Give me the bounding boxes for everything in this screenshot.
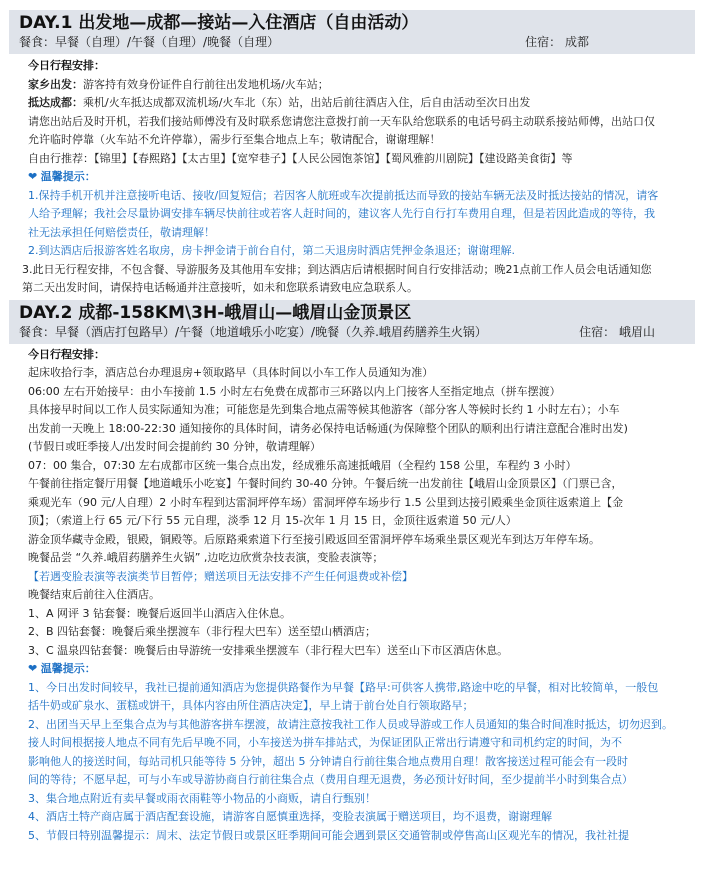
day2-hotel-line: 1、A 网评 3 钻套餐：晚餐后返回半山酒店入住休息。	[28, 606, 292, 620]
day2-notice: 【若遇变脸表演等表演类节目暂停；赠送项目无法安排不产生任何退费或补偿】	[28, 569, 413, 583]
day1-stay: 住宿： 成都	[525, 35, 589, 49]
day2-header	[9, 300, 695, 344]
day2-line: 游金顶华藏寺金殿，银殿，铜殿等。后原路乘索道下行至接引殿返回至雷洞坪停车场乘坐景区观光车到达万年停车场。	[28, 532, 600, 546]
day2-line: 顶】；（索道上行 65 元/下行 55 元自理，淡季 12 月 15-次年 1 月 15 日，金顶往返索道 50 元/人）	[28, 514, 517, 527]
day2-line: 具体接早时间以工作人员实际通知为准；可能您是先到集合地点需等候其他游客（部分客人等候时长约 1 小时左右）；小车	[28, 403, 620, 416]
day2-line: 07：00 集合，07:30 左右成都市区统一集合点出发，经成雅乐高速抵峨眉（全程约 158 公里，车程约 3 小时）	[28, 458, 577, 472]
day2-tip-line: 括牛奶或矿泉水、蛋糕或饼干，具体内容由所住酒店决定】，早上请于前台处自行领取路早；	[28, 699, 474, 712]
day2-tip-line: 接人时间根据接人地点不同有先后早晚不同，小车接送为拼车排站式，为保证团队正常出行请遵守和司机约定的时间，为不	[28, 736, 622, 749]
heart-icon: ❤	[28, 170, 38, 183]
day1-header	[9, 10, 695, 54]
day1-line: 请您出站后及时开机，若我们接站师傅没有及时联系您请您注意拨打前一天车队给您联系的电话号码主动联系接站师傅，出站口仅	[28, 114, 655, 128]
day1-tips-heading: ❤ 温馨提示：	[28, 170, 96, 183]
day2-tip-line: 2、出团当天早上至集合点为与其他游客拼车摆渡，故请注意按我社工作人员或导游或工作人员通知的集合时间准时抵达，切勿迟到。	[28, 717, 673, 731]
day2-tip-line: 1、今日出发时间较早，我社已提前通知酒店为您提供路餐作为早餐【路早:可供客人携带,路途中吃的早餐，相对比较简单，一般包	[28, 680, 659, 694]
day1-section-title: 今日行程安排：	[28, 59, 105, 72]
day2-body	[0, 344, 702, 846]
day1-tip-line: 社无法承担任何赔偿责任，敬请理解！	[28, 225, 215, 239]
day1-line: 允许临时停靠（火车站不允许停靠），需步行至集合地点上车；敬请配合，谢谢理解！	[28, 133, 441, 146]
day2-line: 午餐前往指定餐厅用餐【地道峨乐小吃宴】午餐时间约 30-40 分钟。午餐后统一出发前往【峨眉山金顶景区】（门票已含，	[28, 477, 623, 490]
day2-tips-heading: ❤ 温馨提示：	[28, 662, 96, 675]
day2-stay: 住宿： 峨眉山	[579, 324, 655, 339]
itinerary	[0, 10, 702, 845]
day1-tail-line: 3.此日无行程安排，不包含餐、导游服务及其他用车安排；到达酒店后请根据时间自行安排活动；晚21点前工作人员会电话通知您	[22, 262, 652, 276]
day1-meals-row	[19, 34, 685, 51]
day2-tip-line: 3、集合地点附近有卖早餐或雨衣雨鞋等小物品的小商贩，请自行甄别！	[28, 791, 376, 805]
day1-tail	[0, 261, 702, 298]
day2-tip-line: 影响他人的接送时间，每站司机只能等待 5 分钟，超出 5 分钟请自行前往集合地点费用自理！散客接送过程可能会有一段时	[28, 754, 628, 768]
day1-body	[0, 54, 702, 261]
day2-hotel-line: 晚餐结束后前往入住酒店。	[28, 588, 160, 601]
day1-tip-line: 人给予理解；我社会尽量协调安排车辆尽快前往或若客人赶时间的，建议客人先行自行打车费用自理，但是若因此造成的等待，我	[28, 207, 655, 220]
day2-line: 乘观光车（90 元/人自理）2 小时车程到达雷洞坪停车场）雷洞坪停车场步行 1.5 公里到达接引殿乘坐金顶往返索道上【金	[28, 495, 624, 509]
day2-title: DAY.2 成都-158KM\3H-峨眉山—峨眉山金顶景区	[19, 302, 412, 323]
day1-tip-line: 2.到达酒店后报游客姓名取房，房卡押金请于前台自付，第二天退房时酒店凭押金条退还；谢谢理解.	[28, 244, 515, 257]
day1-tip-line: 1.保持手机开机并注意接听电话、接收/回复短信；若因客人航班或车次提前抵达而导致的接站车辆无法及时抵达接站的情况，请客	[28, 188, 659, 202]
heart-icon: ❤	[28, 662, 38, 675]
day1-tail-line: 第二天出发时间，请保持电话畅通并注意接听，如未和您联系请致电应急联系人。	[22, 281, 418, 294]
day1-line: 自由行推荐：【锦里】【春熙路】【太古里】【宽窄巷子】【人民公园饱茶馆】【蜀风雅韵川剧院】【建设路美食街】等	[28, 151, 573, 165]
day2-tip-line: 间的等待；不愿早起，可与小车或导游协商自行前往集合点（费用自理无退费，务必预计好时间，至少提前半小时到集合点）	[28, 773, 633, 786]
day2-hotel-line: 3、C 温泉四钻套餐：晚餐后由导游统一安排乘坐摆渡车（非行程大巴车）送至山下市区酒店休息。	[28, 643, 509, 657]
day2-line: 出发前一天晚上 18:00-22:30 通知接你的具体时间，请务必保持电话畅通(为保障整个团队的顺利出行请注意配合准时出发)	[28, 421, 628, 435]
day2-meals: 餐食：早餐（酒店打包路早）/午餐（地道峨乐小吃宴）/晚餐（久养.峨眉药膳养生火锅）	[19, 324, 487, 339]
day2-hotel-line: 2、B 四钻套餐：晚餐后乘坐摆渡车（非行程大巴车）送至望山栖酒店；	[28, 625, 377, 638]
day1-line: 抵达成都：乘机/火车抵达成都双流机场/火车北（东）站，出站后前往酒店入住，后自由活动至次日出发	[28, 96, 531, 109]
day1-line: 家乡出发：游客持有效身份证件自行前往出发地机场/火车站；	[28, 77, 329, 91]
day2-line: 晚餐品尝 “久养.峨眉药膳养生火锅” ,边吃边欣赏杂技表演，变脸表演等；	[28, 551, 384, 564]
day2-section-title: 今日行程安排：	[28, 347, 105, 361]
day2-meals-row	[19, 324, 685, 341]
day2-tip-line: 5、节假日特别温馨提示：周末、法定节假日或景区旺季期间可能会遇到景区交通管制或停售高山区观光车的情况，我社社提	[28, 828, 629, 842]
day1-meals: 餐食：早餐（自理）/午餐（自理）/晚餐（自理）	[19, 35, 280, 49]
day2-line: (节假日或旺季接人/出发时间会提前约 30 分钟，敬请理解）	[28, 440, 321, 453]
day2-line: 06:00 左右开始接早：由小车接前 1.5 小时左右免费在成都市三环路以内上门接客人至指定地点（拼车摆渡）	[28, 384, 561, 398]
day2-line: 起床收拾行李，酒店总台办理退房+领取路早（具体时间以小车工作人员通知为准）	[28, 366, 434, 379]
day2-tip-line: 4、酒店土特产商店属于酒店配套设施，请游客自愿慎重选择，变脸表演属于赠送项目，均不退费，谢谢理解	[28, 810, 552, 823]
day1-title: DAY.1 出发地—成都—接站—入住酒店（自由活动）	[19, 13, 419, 33]
